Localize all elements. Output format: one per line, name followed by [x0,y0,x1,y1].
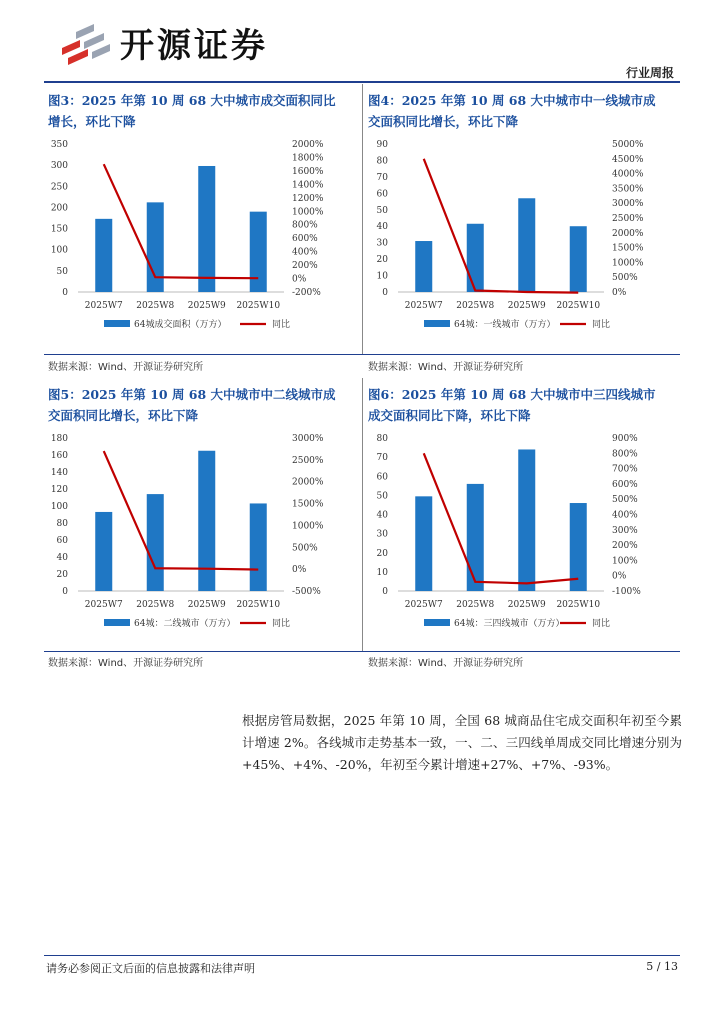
right-tick-label: 3500% [612,184,644,195]
left-tick-label: 0 [382,587,388,597]
chart-source: 数据来源：Wind、开源证券研究所 [48,362,204,373]
left-tick-label: 300 [50,161,68,172]
left-tick-label: 50 [376,205,388,216]
bar [518,198,535,292]
body-paragraph: 根据房管局数据，2025 年第 10 周，全国 68 城商品住宅成交面积年初至今累计增速 2%。各线城市走势基本一致，一、二、三四线单周成交同比增速分别为+45%、+4%、-20%，年初至今累计增速+27%、+7%、-93%。 [242,713,682,772]
legend-swatch-bar [424,619,450,626]
x-tick-label: 2025W10 [556,600,601,610]
figure-6 [364,380,675,670]
disclaimer-note: 请务必参阅正文后面的信息披露和法律声明 [46,962,255,975]
right-tick-label: 100% [612,556,638,567]
bar [518,449,535,591]
chart-figure-5 [44,428,355,643]
left-tick-label: 70 [376,172,388,183]
legend-label: 同比 [592,320,611,330]
header-divider [44,81,680,83]
right-tick-label: 300% [612,525,638,536]
bar [250,212,267,292]
right-tick-label: 200% [292,261,318,272]
page-number: 5 / 13 [646,960,678,973]
bar [95,512,112,591]
right-tick-label: 1500% [612,243,644,254]
bar [467,224,484,292]
left-tick-label: 90 [376,140,388,150]
left-tick-label: 200 [50,203,68,214]
left-tick-label: 150 [50,224,68,235]
legend-label: 64城成交面积（万方） [134,320,227,330]
chart-title: 图4：2025 年第 10 周 68 大中城市中一线城市成交面积同比增长，环比下降 [368,93,656,129]
left-tick-label: 50 [376,491,388,502]
right-tick-label: 800% [292,220,318,231]
left-tick-label: 60 [376,189,388,200]
bar [95,219,112,292]
left-tick-label: 140 [50,468,68,478]
figure-3 [44,86,355,376]
right-tick-label: 1400% [292,180,324,191]
chart-title: 图3：2025 年第 10 周 68 大中城市成交面积同比增长，环比下降 [48,93,336,129]
x-tick-label: 2025W10 [236,301,281,311]
bar [147,202,164,292]
right-tick-label: 800% [612,449,638,460]
x-tick-label: 2025W9 [507,301,546,311]
left-tick-label: 40 [376,510,388,521]
chart-source: 数据来源：Wind、开源证券研究所 [48,658,204,669]
x-tick-label: 2025W7 [84,600,123,610]
chart-figure-3 [44,134,355,344]
left-tick-label: 180 [50,434,68,444]
bar [415,241,432,292]
left-tick-label: 20 [56,570,68,580]
left-tick-label: 80 [376,434,388,444]
x-tick-label: 2025W9 [187,301,226,311]
right-tick-label: 2000% [292,477,324,488]
figure-4 [364,86,675,376]
left-tick-label: 20 [376,255,388,266]
right-tick-label: -100% [612,587,641,597]
right-tick-label: -500% [292,587,321,597]
right-tick-label: 1000% [292,207,324,218]
left-tick-label: 350 [50,140,68,150]
right-tick-label: 1200% [292,193,324,204]
x-tick-label: 2025W8 [136,301,175,311]
left-tick-label: 60 [56,536,68,546]
x-tick-label: 2025W9 [187,600,226,610]
right-tick-label: -200% [292,288,321,298]
right-tick-label: 500% [612,273,638,284]
x-tick-label: 2025W9 [507,600,546,610]
left-tick-label: 0 [62,587,68,597]
right-tick-label: 4000% [612,169,644,180]
legend-swatch-bar [104,619,130,626]
legend-label: 64城：一线城市（万方） [454,320,556,330]
left-tick-label: 60 [376,472,388,483]
right-tick-label: 1000% [612,258,644,269]
right-tick-label: 500% [612,495,638,506]
chart-title: 图5：2025 年第 10 周 68 大中城市中二线城市成交面积同比增长，环比下降 [48,387,336,423]
left-tick-label: 0 [62,288,68,298]
right-tick-label: 0% [612,571,627,582]
right-tick-label: 1600% [292,166,324,177]
x-tick-label: 2025W8 [136,600,175,610]
left-tick-label: 0 [382,288,388,298]
right-tick-label: 600% [292,234,318,245]
left-tick-label: 10 [376,567,388,578]
right-tick-label: 4500% [612,154,644,165]
right-tick-label: 400% [612,510,638,521]
legend-label: 同比 [592,619,611,629]
chart-source: 数据来源：Wind、开源证券研究所 [368,658,524,669]
x-tick-label: 2025W7 [404,600,443,610]
yoy-line [104,164,259,278]
column-divider-bottom [362,378,363,651]
right-tick-label: 700% [612,464,638,475]
bar [570,226,587,292]
right-tick-label: 0% [292,565,307,576]
legend-label: 同比 [272,320,291,330]
right-tick-label: 3000% [612,199,644,210]
bar [250,503,267,591]
chart-figure-4 [364,134,675,344]
right-tick-label: 2000% [292,140,324,150]
legend-swatch-bar [104,320,130,327]
right-tick-label: 900% [612,434,638,444]
left-tick-label: 250 [50,182,68,193]
bar [198,166,215,292]
figure-5 [44,380,355,670]
bar [147,494,164,591]
x-tick-label: 2025W10 [236,600,281,610]
x-tick-label: 2025W7 [404,301,443,311]
right-tick-label: 1000% [292,521,324,532]
chart-source: 数据来源：Wind、开源证券研究所 [368,362,524,373]
yoy-line [424,453,579,583]
bar [467,484,484,591]
brand-name: 开源证券 [120,26,268,66]
x-tick-label: 2025W8 [456,301,495,311]
left-tick-label: 50 [56,266,68,277]
right-tick-label: 1800% [292,153,324,164]
right-tick-label: 0% [292,274,307,285]
bar [415,496,432,591]
left-tick-label: 20 [376,548,388,559]
left-tick-label: 160 [50,451,68,461]
right-tick-label: 200% [612,541,638,552]
chart-title: 图6：2025 年第 10 周 68 大中城市中三四线城市成交面积同比下降，环比下降 [368,387,656,423]
legend-label: 同比 [272,619,291,629]
chart-figure-6 [364,428,675,643]
bar [198,451,215,591]
right-tick-label: 1500% [292,499,324,510]
bar [570,503,587,591]
left-tick-label: 30 [376,238,388,249]
right-tick-label: 2500% [292,455,324,466]
x-tick-label: 2025W7 [84,301,123,311]
page-header [0,0,724,80]
right-tick-label: 5000% [612,140,644,150]
kaiyuan-logo-icon [58,18,114,66]
left-tick-label: 30 [376,529,388,540]
column-divider-top [362,84,363,354]
right-tick-label: 2500% [612,214,644,224]
yoy-line [104,451,259,569]
left-tick-label: 80 [376,156,388,167]
right-tick-label: 0% [612,288,627,298]
x-tick-label: 2025W8 [456,600,495,610]
left-tick-label: 70 [376,453,388,464]
report-type-label: 行业周报 [625,66,674,80]
left-tick-label: 120 [50,485,68,495]
right-tick-label: 2000% [612,228,644,239]
left-tick-label: 10 [376,271,388,282]
x-tick-label: 2025W10 [556,301,601,311]
left-tick-label: 100 [50,245,68,256]
footer-divider [44,955,680,956]
right-tick-label: 400% [292,247,318,258]
legend-swatch-bar [424,320,450,327]
right-tick-label: 500% [292,543,318,554]
left-tick-label: 40 [376,222,388,233]
left-tick-label: 40 [56,553,68,563]
right-tick-label: 600% [612,479,638,490]
legend-label: 64城：三四线城市（万方） [454,619,565,629]
left-tick-label: 100 [50,502,68,512]
left-tick-label: 80 [56,519,68,529]
yoy-line [424,159,579,293]
right-tick-label: 3000% [292,434,324,444]
legend-label: 64城：二线城市（万方） [134,619,236,629]
